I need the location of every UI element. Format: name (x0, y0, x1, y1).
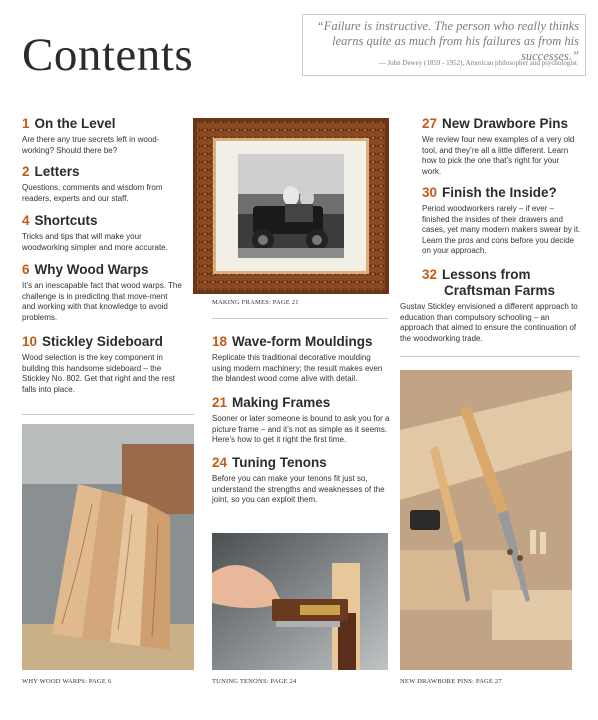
picture-frame-image (193, 118, 389, 294)
warped-boards-image (22, 424, 194, 670)
caption-making-frames: MAKING FRAMES: PAGE 21 (212, 299, 299, 306)
entry-title: New Drawbore Pins (442, 116, 569, 131)
entry-description: Are there any true secrets left in wood-working? Should there be? (22, 135, 160, 155)
entry-title: Finish the Inside? (442, 185, 557, 200)
entry-description: Sooner or later someone is bound to ask you for a picture frame – and it’s not as simple as it seems. Here’s how to get it right the first time. (212, 414, 390, 444)
page-title: Contents (22, 29, 194, 81)
entry-description-craftsman-farms: Gustav Stickley envisioned a different approach to education than compulsory schooling – an approach that aimed to ensure the continuation of the woodworking trade. (400, 302, 578, 343)
entry-title: On the Level (34, 116, 116, 131)
page-number: 6 (22, 262, 30, 277)
divider (212, 318, 388, 319)
quote-text: “Failure is instructive. The person who really thinks learns quite as much from his failures as from his successes.” (316, 19, 579, 63)
entry-description: It’s an inescapable fact that wood warps. The challenge is in predicting that move-ment and working with that knowledge to avoid problems. (22, 281, 182, 322)
toc-entry-shortcuts[interactable] (22, 213, 182, 253)
quote-attribution: — John Dewey (1859 - 1952), American philosopher and psychologist (378, 59, 577, 67)
divider (22, 414, 194, 415)
page-number: 30 (422, 185, 438, 200)
photo-picture-frame (193, 118, 389, 294)
toc-entry-on-the-level[interactable] (22, 116, 182, 156)
entry-description: Questions, comments and wisdom from readers, experts and our staff. (22, 183, 163, 203)
entry-description: Before you can make your tenons fit just so, understand the strengths and weaknesses of the joint, so you can exploit them. (212, 474, 385, 504)
photo-warped-boards (22, 424, 194, 670)
tuning-tenons-image (212, 533, 388, 670)
page-number: 1 (22, 116, 30, 131)
entry-title: Making Frames (232, 395, 331, 410)
photo-tuning-tenons (212, 533, 388, 670)
page-number: 18 (212, 334, 228, 349)
caption-new-drawbore-pins: NEW DRAWBORE PINS: PAGE 27 (400, 678, 502, 685)
entry-description: Tricks and tips that will make your woodworking simpler and more accurate. (22, 232, 168, 252)
entry-description: Wood selection is the key component in building this handsome sideboard – the Stickley No. 802. Get that right and the rest falls into place. (22, 353, 175, 394)
entry-title: Lessons from (442, 267, 531, 282)
page-number: 4 (22, 213, 30, 228)
caption-tuning-tenons: TUNING TENONS: PAGE 24 (212, 678, 297, 685)
caption-why-wood-warps: WHY WOOD WARPS: PAGE 6 (22, 678, 112, 685)
page-number: 21 (212, 395, 228, 410)
drawbore-pins-image (400, 370, 572, 670)
toc-entry-stickley-sideboard[interactable] (22, 334, 184, 395)
toc-entry-lessons-from-craftsman-farms[interactable] (422, 267, 582, 299)
entry-title: Tuning Tenons (232, 455, 327, 470)
page-number: 27 (422, 116, 438, 131)
toc-entry-tuning-tenons[interactable] (212, 455, 388, 506)
entry-title: Stickley Sideboard (42, 334, 163, 349)
entry-description: Period woodworkers rarely – if ever – finished the insides of their drawers and cases, yet many modern makers swear by it. Learn the pros and cons before you decide on your approach. (422, 204, 581, 255)
entry-description: We review four new examples of a very old tool, and they’re all a little different. Learn how to pick the one that’s right for your work. (422, 135, 575, 176)
page-number: 10 (22, 334, 38, 349)
entry-title: Shortcuts (34, 213, 98, 228)
toc-entry-why-wood-warps[interactable] (22, 262, 182, 323)
toc-entry-wave-form-mouldings[interactable] (212, 334, 392, 385)
page-number: 24 (212, 455, 228, 470)
toc-entry-letters[interactable] (22, 164, 182, 204)
entry-description: Replicate this traditional decorative moulding using modern machinery; the result makes even the blandest wood come alive with detail. (212, 353, 383, 383)
photo-drawbore-pins (400, 370, 572, 670)
toc-entry-new-drawbore-pins[interactable] (422, 116, 580, 177)
toc-entry-finish-the-inside[interactable] (422, 185, 582, 257)
page-number: 2 (22, 164, 30, 179)
entry-title: Letters (34, 164, 80, 179)
entry-title: Why Wood Warps (34, 262, 149, 277)
entry-title: Wave-form Mouldings (232, 334, 373, 349)
quote-box (302, 14, 586, 76)
toc-entry-making-frames[interactable] (212, 395, 390, 446)
page-number: 32 (422, 267, 438, 282)
entry-title-line2: Craftsman Farms (444, 283, 556, 298)
divider (400, 356, 580, 357)
